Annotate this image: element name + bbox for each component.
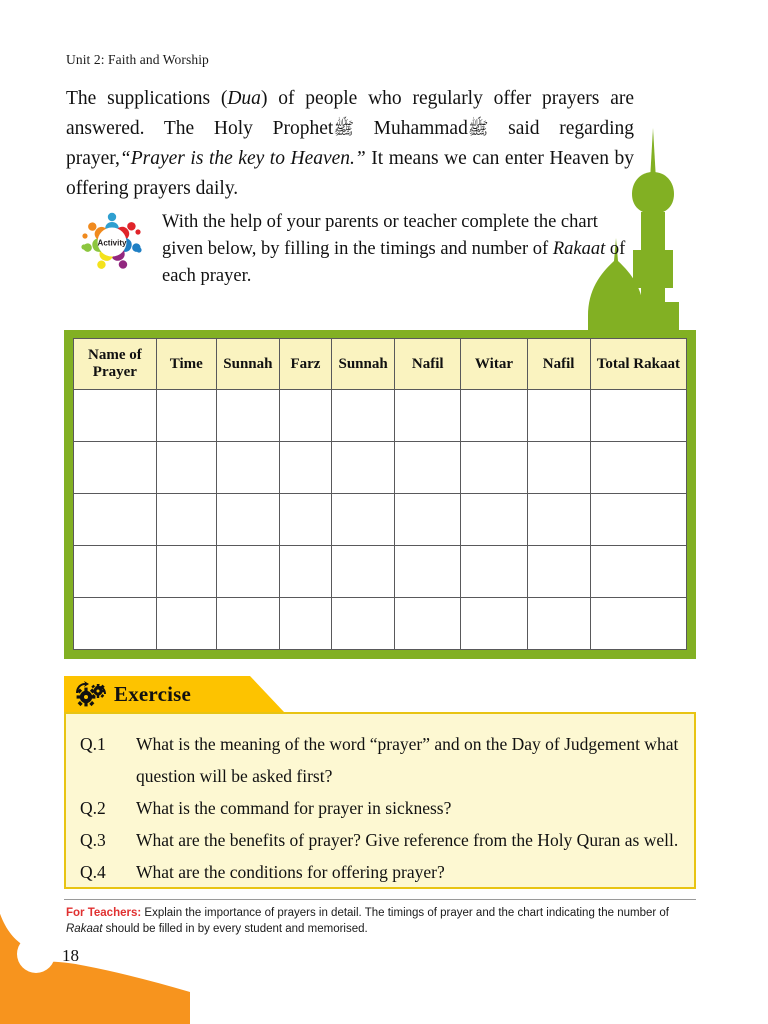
table-cell[interactable] [279, 390, 331, 442]
table-cell[interactable] [395, 546, 461, 598]
table-cell[interactable] [590, 390, 686, 442]
body-seg-1: The supplications ( [66, 88, 228, 109]
table-cell[interactable] [395, 442, 461, 494]
table-cell[interactable] [156, 494, 216, 546]
table-cell[interactable] [332, 442, 395, 494]
table-cell[interactable] [279, 598, 331, 650]
body-seg-5: It means we can enter Heaven by offering prayers daily. [66, 148, 634, 199]
column-header-sunnah-2: Sunnah [332, 339, 395, 390]
table-cell[interactable] [279, 442, 331, 494]
exercise-banner [64, 676, 250, 712]
gears-icon [74, 680, 110, 708]
teacher-note [66, 905, 696, 937]
exercise-title: Exercise [114, 681, 192, 706]
body-seg-2: ) of people who regularly offer prayers are answered. The Holy Prophet [66, 88, 635, 139]
column-header-time: Time [156, 339, 216, 390]
question-text: What are the benefits of prayer? Give reference from the Holy Quran as well. [136, 830, 679, 850]
prayer-chart-frame [64, 330, 696, 659]
table-cell[interactable] [590, 546, 686, 598]
activity-logo-icon [76, 206, 148, 278]
teacher-note-text-2: should be filled in by every student and memorised. [102, 923, 368, 935]
table-cell[interactable] [74, 598, 157, 650]
table-cell[interactable] [461, 390, 527, 442]
table-cell[interactable] [395, 390, 461, 442]
table-cell[interactable] [216, 442, 279, 494]
question-row [80, 856, 680, 888]
table-cell[interactable] [332, 598, 395, 650]
body-paragraph [66, 84, 634, 204]
question-row [80, 824, 680, 856]
table-cell[interactable] [527, 546, 590, 598]
table-cell[interactable] [74, 442, 157, 494]
exercise-banner-tail [250, 676, 284, 712]
question-number: Q.2 [80, 798, 106, 818]
table-cell[interactable] [590, 494, 686, 546]
table-cell[interactable] [216, 546, 279, 598]
teacher-note-rakaat-term: Rakaat [66, 923, 103, 935]
table-cell[interactable] [461, 494, 527, 546]
table-cell[interactable] [156, 390, 216, 442]
table-cell[interactable] [216, 494, 279, 546]
table-row [74, 442, 687, 494]
column-header-farz: Farz [279, 339, 331, 390]
table-cell[interactable] [216, 390, 279, 442]
column-header-name-of-prayer: Name of Prayer [74, 339, 157, 390]
activity-text-1: With the help of your parents or teacher complete the chart given below, by filling in the timings and number of [162, 212, 598, 259]
page-number: 18 [62, 946, 79, 965]
honorific-glyph-icon-2: ﷺ [467, 119, 489, 139]
svg-text:Activity: Activity [97, 238, 127, 248]
table-cell[interactable] [74, 494, 157, 546]
running-head: Unit 2: Faith and Worship [66, 52, 209, 67]
table-row [74, 494, 687, 546]
table-row [74, 390, 687, 442]
table-cell[interactable] [279, 546, 331, 598]
column-header-total-rakaat: Total Rakaat [590, 339, 686, 390]
table-cell[interactable] [590, 598, 686, 650]
body-seg-4: said regarding prayer, [66, 118, 634, 169]
table-cell[interactable] [461, 442, 527, 494]
column-header-nafil-2: Nafil [527, 339, 590, 390]
question-text: What are the conditions for offering prayer? [136, 862, 445, 882]
table-cell[interactable] [156, 442, 216, 494]
activity-rakaat-term: Rakaat [552, 239, 606, 259]
question-row [80, 728, 680, 792]
table-cell[interactable] [527, 598, 590, 650]
table-cell[interactable] [156, 598, 216, 650]
column-header-nafil-1: Nafil [395, 339, 461, 390]
question-number: Q.3 [80, 830, 106, 850]
question-text: What is the meaning of the word “prayer” and on the Day of Judgement what question will be asked first? [136, 734, 679, 786]
question-number: Q.1 [80, 734, 106, 754]
teacher-note-divider [64, 899, 696, 900]
column-header-witar: Witar [461, 339, 527, 390]
table-cell[interactable] [74, 390, 157, 442]
table-cell[interactable] [461, 598, 527, 650]
table-cell[interactable] [395, 494, 461, 546]
question-row [80, 792, 680, 824]
table-cell[interactable] [156, 546, 216, 598]
table-cell[interactable] [216, 598, 279, 650]
table-cell[interactable] [332, 546, 395, 598]
table-header-row [74, 339, 687, 390]
activity-instruction [162, 206, 636, 290]
prayer-chart-table [73, 338, 687, 650]
table-cell[interactable] [332, 494, 395, 546]
table-cell[interactable] [395, 598, 461, 650]
table-cell[interactable] [279, 494, 331, 546]
table-cell[interactable] [527, 390, 590, 442]
table-cell[interactable] [74, 546, 157, 598]
activity-block [76, 206, 636, 290]
table-cell[interactable] [461, 546, 527, 598]
table-row [74, 598, 687, 650]
table-row [74, 546, 687, 598]
exercise-questions-box [64, 712, 696, 889]
table-cell[interactable] [590, 442, 686, 494]
body-quote: “Prayer is the key to Heaven.” [119, 148, 366, 169]
question-number: Q.4 [80, 862, 106, 882]
table-cell[interactable] [332, 390, 395, 442]
table-cell[interactable] [527, 442, 590, 494]
activity-text-2: of each prayer. [162, 239, 626, 286]
teacher-note-text-1: Explain the importance of prayers in detail. The timings of prayer and the chart indicating the number of [141, 907, 670, 919]
table-cell[interactable] [527, 494, 590, 546]
question-text: What is the command for prayer in sickness? [136, 798, 452, 818]
body-dua-term: Dua [227, 88, 261, 109]
teacher-note-label: For Teachers: [66, 907, 142, 919]
column-header-sunnah-1: Sunnah [216, 339, 279, 390]
honorific-glyph-icon: ﷺ [333, 119, 354, 139]
body-seg-3: Muhammad [353, 118, 468, 139]
